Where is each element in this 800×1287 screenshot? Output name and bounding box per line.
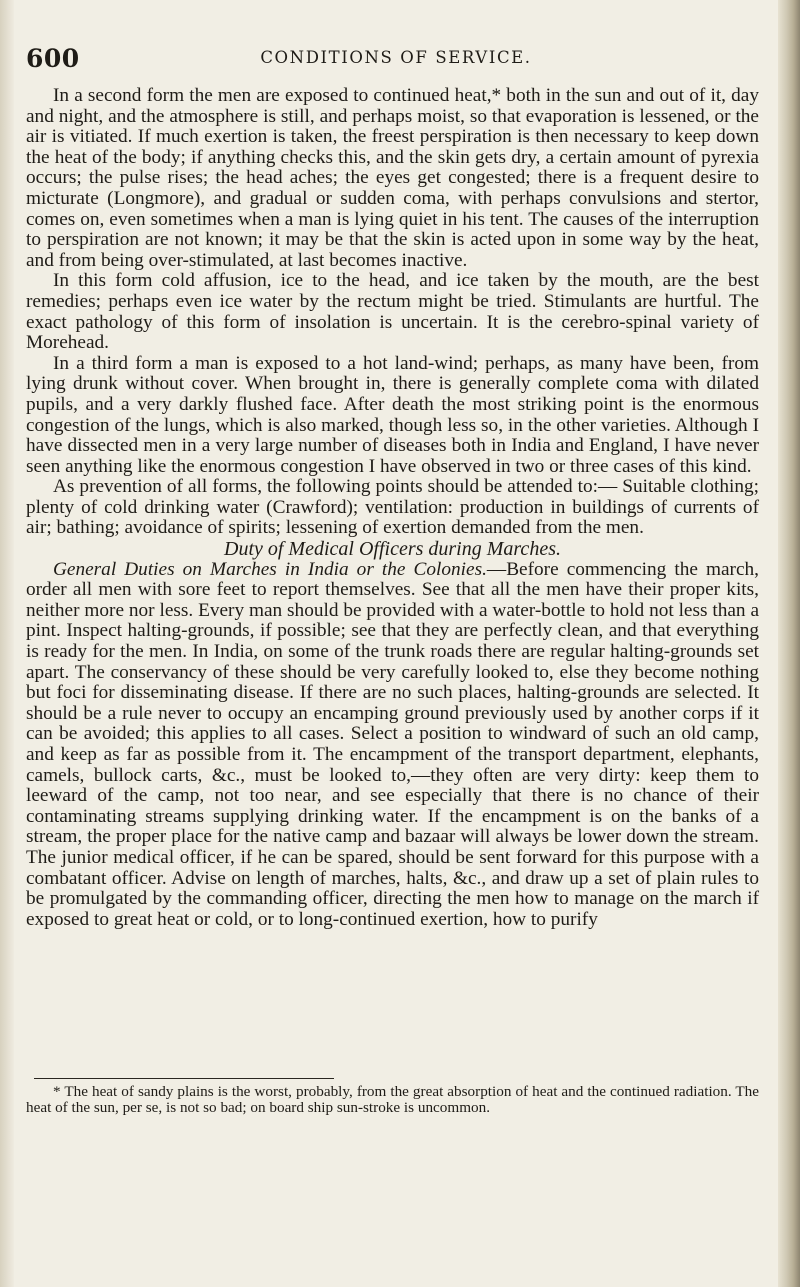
footnote-text: * The heat of sandy plains is the worst, probably, from the great absorption of heat and the continued radiation. The heat of the sun, per se, is not so bad; on board ship sun-stroke is uncommon. [26,1083,759,1116]
page-number: 600 [26,44,80,73]
paragraph-second-form: In a second form the men are exposed to continued heat,* both in the sun and out of it, day and night, and the atmosphere is still, and perhaps moist, so that evaporation is lessened, or the air is vitiated. If much exertion is taken, the freest perspiration is then necessary to keep down the heat of the body; if anything checks this, and the skin gets dry, a certain amount of pyrexia occurs; the pulse rises; the head aches; the eyes get congested; there is a frequent desire to micturate (Longmore), and gradual or sudden coma, with perhaps convulsions and stertor, comes on, even sometimes when a man is lying quiet in his tent. The causes of the interruption to perspiration are not known; it may be that the skin is acted upon in some way by the heat, and from being over-stimulated, at last becomes inactive. [26,85,759,271]
page-edge-shadow [778,0,800,1287]
page-gutter [0,0,14,1287]
paragraph-general-duties [26,560,759,931]
running-head: CONDITIONS OF SERVICE. [260,48,532,67]
general-duties-text: —Before commencing the march, order all men with sore feet to report themselves. See that all the men have their proper kits, neither more nor less. Every man should be provided with a water-bottle to hold not less than a pint. Inspect halting-grounds, if possible; see that they are perfectly clean, and that everything is ready for the men. In India, on some of the trunk roads there are regular halting-grounds set apart. The conservancy of these should be very carefully looked to, else they become nothing but foci for disseminating disease. If there are no such places, halting-grounds are selected. It should be a rule never to occupy an encamping ground previously used by another corps if it can be avoided; this applies to all cases. Select a position to windward of such an old camp, and keep as far as possible from it. The encampment of the transport department, elephants, camels, bullock carts, &c., must be looked to,—they often are very dirty: keep them to leeward of the camp, not too near, and see especially that there is no chance of their contaminating streams supplying drinking water. If the encampment is on the banks of a stream, the proper place for the native camp and bazaar will always be lower down the stream. The junior medical officer, if he can be spared, should be sent forward for this purpose with a combatant officer. Advise on length of marches, halts, &c., and draw up a set of plain rules to be promulgated by the commanding officer, directing the men how to manage on the march if exposed to great heat or cold, or to long-continued exertion, how to purify [26,558,760,930]
footnote [26,1084,759,1116]
body-text [26,86,759,930]
page-header [26,44,766,74]
paragraph-third-form: In a third form a man is exposed to a hot land-wind; perhaps, as many have been, from lying drunk without cover. When brought in, there is generally complete coma with dilated pupils, and a very darkly flushed face. After death the most striking point is the enormous congestion of the lungs, which is also marked, though less so, in the other varieties. Although I have dissected men in a very large number of diseases both in India and England, I have never seen anything like the enormous congestion I have observed in two or three cases of this kind. [26,352,759,477]
paragraph-remedies: In this form cold affusion, ice to the head, and ice taken by the mouth, are the best remedies; perhaps even ice water by the rectum might be tried. Stimulants are hurtful. The exact pathology of this form of insolation is uncertain. It is the cerebro-spinal variety of Morehead. [26,270,759,354]
general-duties-lead-in: General Duties on Marches in India or the Colonies. [53,558,487,580]
paragraph-prevention: As prevention of all forms, the following points should be attended to:— Suitable clothing; plenty of cold drinking water (Crawford); ventilation: production in buildings of currents of air; bathing; avoidance of spirits; lessening of exertion demanded from the men. [26,476,759,539]
footnote-rule [34,1078,334,1079]
section-heading: Duty of Medical Officers during Marches. [224,538,561,561]
